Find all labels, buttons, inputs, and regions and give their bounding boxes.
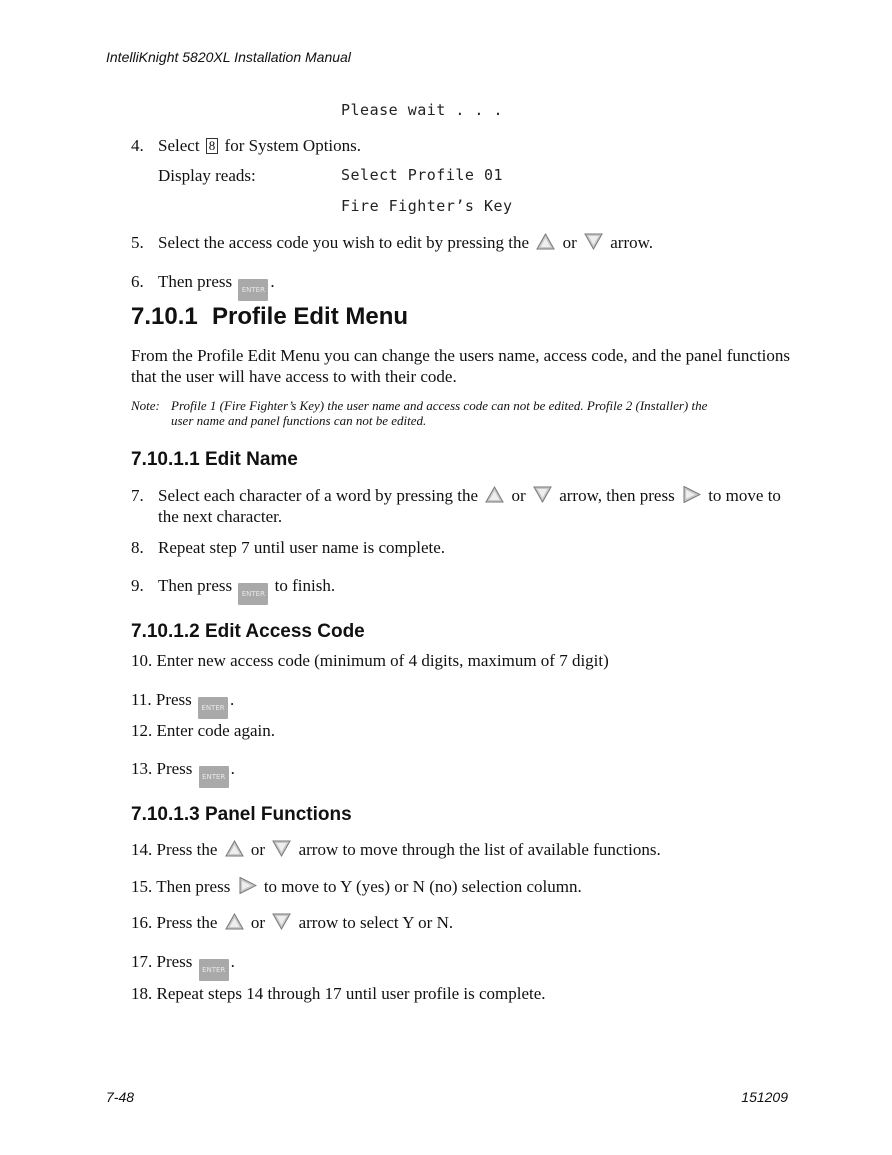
subsection-heading-edit-access-code: 7.10.1.2 Edit Access Code — [131, 621, 365, 642]
footer-page-number: 7-48 — [106, 1089, 135, 1105]
step-text: or — [250, 840, 266, 859]
step-14 — [131, 839, 801, 860]
step-text: 13. Press — [131, 759, 193, 778]
running-header: IntelliKnight 5820XL Installation Manual — [106, 49, 351, 65]
step-8 — [131, 537, 801, 558]
step-text: or — [511, 486, 526, 505]
enter-key-icon: ENTER — [198, 697, 228, 719]
step-text: arrow to move through the list of available functions. — [298, 840, 661, 859]
step-number: 8. — [131, 538, 144, 557]
section-number: 7.10.1 — [131, 303, 198, 330]
step-text: to finish. — [274, 576, 336, 595]
down-arrow-icon — [533, 486, 552, 503]
key-8-icon: 8 — [206, 138, 219, 154]
right-arrow-icon — [682, 486, 701, 503]
enter-key-icon: ENTER — [199, 766, 229, 788]
up-arrow-icon — [485, 486, 504, 503]
step-text: to move to Y (yes) or N (no) selection column. — [263, 877, 582, 896]
step-text: Select — [158, 136, 200, 155]
enter-key-icon: ENTER — [238, 279, 268, 301]
step-text: . — [230, 952, 235, 971]
section-heading — [131, 303, 408, 331]
step-text: 15. Then press — [131, 877, 231, 896]
note-line-1: Profile 1 (Fire Fighter’s Key) the user name and access code can not be edited. Profile 2 (Installer) the — [171, 398, 708, 413]
step-5 — [131, 232, 801, 253]
step-text: . — [270, 272, 275, 291]
lcd-line-1: Select Profile 01 — [341, 166, 504, 184]
up-arrow-icon — [536, 233, 555, 250]
lcd-line-2: Fire Fighter’s Key — [341, 197, 513, 215]
step-6 — [131, 271, 801, 301]
step-text: . — [230, 690, 235, 709]
step-text: the next character. — [158, 507, 283, 526]
footer-doc-number: 151209 — [741, 1089, 788, 1105]
step-11 — [131, 689, 801, 719]
step-17 — [131, 951, 801, 981]
section-intro: From the Profile Edit Menu you can change the users name, access code, and the panel functions that the user will have access to with their code. — [131, 346, 791, 386]
subsection-heading-edit-name: 7.10.1.1 Edit Name — [131, 449, 298, 470]
step-15 — [131, 876, 801, 897]
lcd-please-wait: Please wait . . . — [341, 101, 504, 119]
step-text: 14. Press the — [131, 840, 218, 859]
step-text: 16. Press the — [131, 913, 218, 932]
enter-key-icon: ENTER — [199, 959, 229, 981]
step-12: 12. Enter code again. — [131, 721, 275, 740]
note-block — [131, 398, 791, 428]
step-text: or — [250, 913, 266, 932]
up-arrow-icon — [225, 913, 244, 930]
step-text: Select each character of a word by pressing the — [158, 486, 479, 505]
step-text: arrow, then press — [559, 486, 675, 505]
step-text: Then press — [158, 272, 233, 291]
step-9 — [131, 575, 801, 605]
step-number: 9. — [131, 576, 144, 595]
step-13 — [131, 758, 801, 788]
step-text: Select the access code you wish to edit by pressing the — [158, 233, 530, 252]
step-number: 6. — [131, 272, 144, 291]
step-18: 18. Repeat steps 14 through 17 until user profile is complete. — [131, 984, 546, 1003]
display-reads-label: Display reads: — [158, 166, 256, 185]
step-text: Then press — [158, 576, 233, 595]
step-16 — [131, 912, 801, 933]
subsection-heading-panel-functions: 7.10.1.3 Panel Functions — [131, 804, 352, 825]
step-10: 10. Enter new access code (minimum of 4 digits, maximum of 7 digit) — [131, 651, 609, 670]
right-arrow-icon — [238, 877, 257, 894]
step-text: arrow to select Y or N. — [298, 913, 454, 932]
step-7 — [131, 485, 801, 527]
step-text: . — [230, 759, 235, 778]
step-text: Repeat step 7 until user name is complete. — [158, 538, 446, 557]
step-4 — [131, 135, 801, 156]
step-text: to move to — [708, 486, 781, 505]
down-arrow-icon — [584, 233, 603, 250]
step-number: 7. — [131, 486, 144, 505]
note-line-2: user name and panel functions can not be edited. — [171, 413, 427, 428]
step-text: 11. Press — [131, 690, 192, 709]
step-number: 4. — [131, 136, 144, 155]
step-number: 5. — [131, 233, 144, 252]
down-arrow-icon — [272, 840, 291, 857]
step-text: arrow. — [610, 233, 654, 252]
enter-key-icon: ENTER — [238, 583, 268, 605]
down-arrow-icon — [272, 913, 291, 930]
note-label: Note: — [131, 398, 160, 413]
step-text: for System Options. — [224, 136, 362, 155]
step-text: 17. Press — [131, 952, 193, 971]
step-text: or — [562, 233, 577, 252]
section-title: Profile Edit Menu — [212, 303, 409, 330]
up-arrow-icon — [225, 840, 244, 857]
